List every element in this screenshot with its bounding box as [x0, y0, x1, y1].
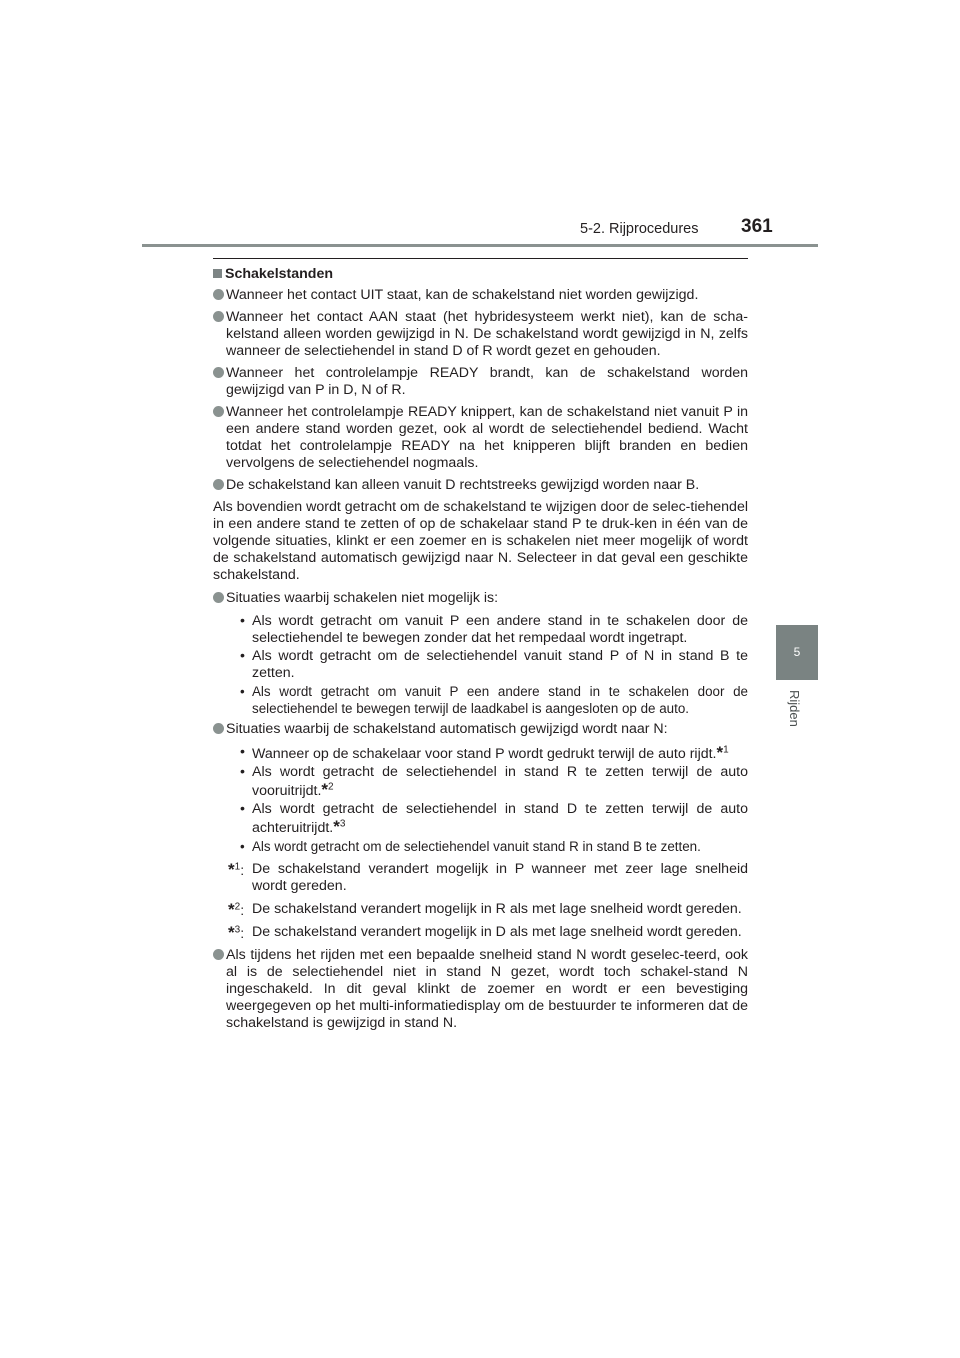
dash-bullet-icon: • — [240, 764, 245, 780]
footnote-ref: 2 — [328, 781, 334, 793]
header-section-title: 5-2. Rijprocedures — [580, 221, 699, 237]
footnote-text: De schakelstand verandert mogelijk in R als met lage snelheid wordt gereden. — [252, 901, 742, 917]
footnote-mark — [228, 924, 244, 943]
sub-list-text: Als wordt getracht om de selectiehendel vanuit stand P of N in stand B te zetten. — [252, 648, 748, 681]
section-heading-text: Schakelstanden — [225, 266, 334, 282]
footnote-colon: : — [240, 903, 245, 919]
footnote-number: 2 — [234, 901, 241, 913]
footnote-star-icon: * — [333, 817, 340, 836]
body-paragraph: Als bovendien wordt getracht om de schakelstand te wijzigen door de selec-tiehendel in een andere stand te zetten of op de schakelaar stand P te druk-ken in één van de volgende situaties, klinkt er een zoemer en is schakelen niet meer mogelijk of wordt de schakelstand automatisch gewijzigd naar N. Selecteer in dat geval een geschikte schakelstand. — [213, 499, 748, 583]
content-divider — [213, 258, 748, 259]
square-bullet-icon — [213, 269, 222, 278]
sub-list-item — [213, 838, 748, 855]
sub-list-text: Als wordt getracht de selectiehendel in stand D te zetten terwijl de auto achteruitrijdt. — [252, 801, 748, 836]
footnote-star-icon: * — [321, 780, 329, 799]
bullet-dot-icon — [213, 311, 224, 322]
bullet-item — [213, 590, 748, 607]
bullet-text: Wanneer het contact UIT staat, kan de schakelstand niet worden gewijzigd. — [226, 287, 699, 303]
sub-list-text: Als wordt getracht om de selectiehendel vanuit stand R in stand B te zetten. — [252, 839, 701, 854]
bullet-text: Situaties waarbij de schakelstand automatisch gewijzigd wordt naar N: — [226, 721, 668, 737]
sub-list-item — [213, 744, 748, 763]
bullet-text: Als tijdens het rijden met een bepaalde snelheid stand N wordt geselec-teerd, ook al is de selectiehendel niet in stand N gezet, wordt toch schakel-stand N ingeschakeld. In dit geval klinkt de zoemer en wordt er een bevestiging weergegeven op het multi-informatiedisplay om de bestuurder te informeren dat de schakelstand is gewijzigd in stand N. — [226, 947, 748, 1031]
bullet-dot-icon — [213, 949, 224, 960]
footnote-ref: 3 — [339, 818, 346, 830]
sub-list-item — [213, 801, 748, 837]
sub-list-text: Als wordt getracht om vanuit P een andere stand in te schakelen door de selectiehendel te bewegen terwijl de laadkabel is aangesloten op de auto. — [252, 684, 748, 716]
sub-list-text: Wanneer op de schakelaar voor stand P wordt gedrukt terwijl de auto rijdt. — [252, 746, 717, 762]
bullet-item — [213, 287, 748, 304]
bullet-item — [213, 309, 748, 360]
bullet-text: Wanneer het controlelampje READY knippert, kan de schakelstand niet vanuit P in een andere stand worden gezet, ook al wordt de selectiehendel bediend. Wacht totdat het controlelampje READY na het knipperen blijft branden en bedien vervolgens de selectiehendel nogmaals. — [226, 404, 748, 471]
footnote-mark — [228, 901, 244, 920]
bullet-item — [213, 947, 748, 1032]
footnote — [213, 861, 748, 895]
bullet-item — [213, 721, 748, 738]
main-content — [213, 266, 748, 1037]
header-divider — [142, 244, 818, 247]
dash-bullet-icon: • — [240, 648, 245, 664]
bullet-item — [213, 404, 748, 472]
footnote-star-icon: * — [228, 900, 235, 919]
footnote — [213, 901, 748, 918]
sub-list-text: Als wordt getracht de selectiehendel in stand R te zetten terwijl de auto vooruitrijdt. — [252, 764, 748, 799]
footnote-mark — [228, 861, 244, 880]
footnote-star-icon: * — [228, 923, 235, 942]
sub-list-item — [213, 683, 748, 717]
footnote-number: 3 — [234, 924, 241, 936]
footnote-star-icon: * — [716, 743, 724, 762]
bullet-dot-icon — [213, 723, 224, 734]
bullet-text: De schakelstand kan alleen vanuit D rechtstreeks gewijzigd worden naar B. — [226, 477, 700, 493]
dash-bullet-icon: • — [240, 613, 245, 629]
chapter-tab-number: 5 — [776, 625, 818, 680]
dash-bullet-icon: • — [240, 684, 245, 699]
footnote-text: De schakelstand verandert mogelijk in D als met lage snelheid wordt gereden. — [252, 924, 742, 940]
bullet-dot-icon — [213, 406, 224, 417]
sub-list-item — [213, 648, 748, 682]
bullet-text: Wanneer het contact AAN staat (het hybridesysteem werkt niet), kan de scha-kelstand alleen worden gewijzigd in N. De schakelstand wordt gewijzigd in N, zelfs wanneer de selectiehendel in stand D of R wordt gezet en gehouden. — [226, 309, 748, 359]
footnote-text: De schakelstand verandert mogelijk in P wanneer met zeer lage snelheid wordt gereden. — [252, 861, 748, 894]
page-number: 361 — [741, 216, 773, 237]
footnote — [213, 924, 748, 941]
footnote-star-icon: * — [228, 860, 235, 879]
footnote-ref: 1 — [723, 744, 729, 756]
footnote-colon: : — [240, 926, 245, 942]
dash-bullet-icon: • — [240, 744, 245, 760]
section-heading — [213, 266, 748, 283]
sub-list-text: Als wordt getracht om vanuit P een andere stand in te schakelen door de selectiehendel te bewegen zonder dat het rempedaal wordt ingetrapt. — [252, 613, 748, 646]
dash-bullet-icon: • — [240, 839, 245, 854]
dash-bullet-icon: • — [240, 801, 245, 817]
footnote-number: 1 — [234, 861, 241, 873]
sub-list-item — [213, 764, 748, 800]
bullet-dot-icon — [213, 479, 224, 490]
sub-list-item — [213, 613, 748, 647]
bullet-dot-icon — [213, 592, 224, 603]
bullet-dot-icon — [213, 289, 224, 300]
bullet-dot-icon — [213, 367, 224, 378]
bullet-text: Wanneer het controlelampje READY brandt, kan de schakelstand worden gewijzigd van P in D, N of R. — [226, 365, 748, 398]
bullet-item — [213, 365, 748, 399]
footnote-colon: : — [240, 863, 245, 879]
chapter-tab-label: Rijden — [787, 690, 802, 727]
bullet-item — [213, 477, 748, 494]
bullet-text: Situaties waarbij schakelen niet mogelijk is: — [226, 590, 499, 606]
